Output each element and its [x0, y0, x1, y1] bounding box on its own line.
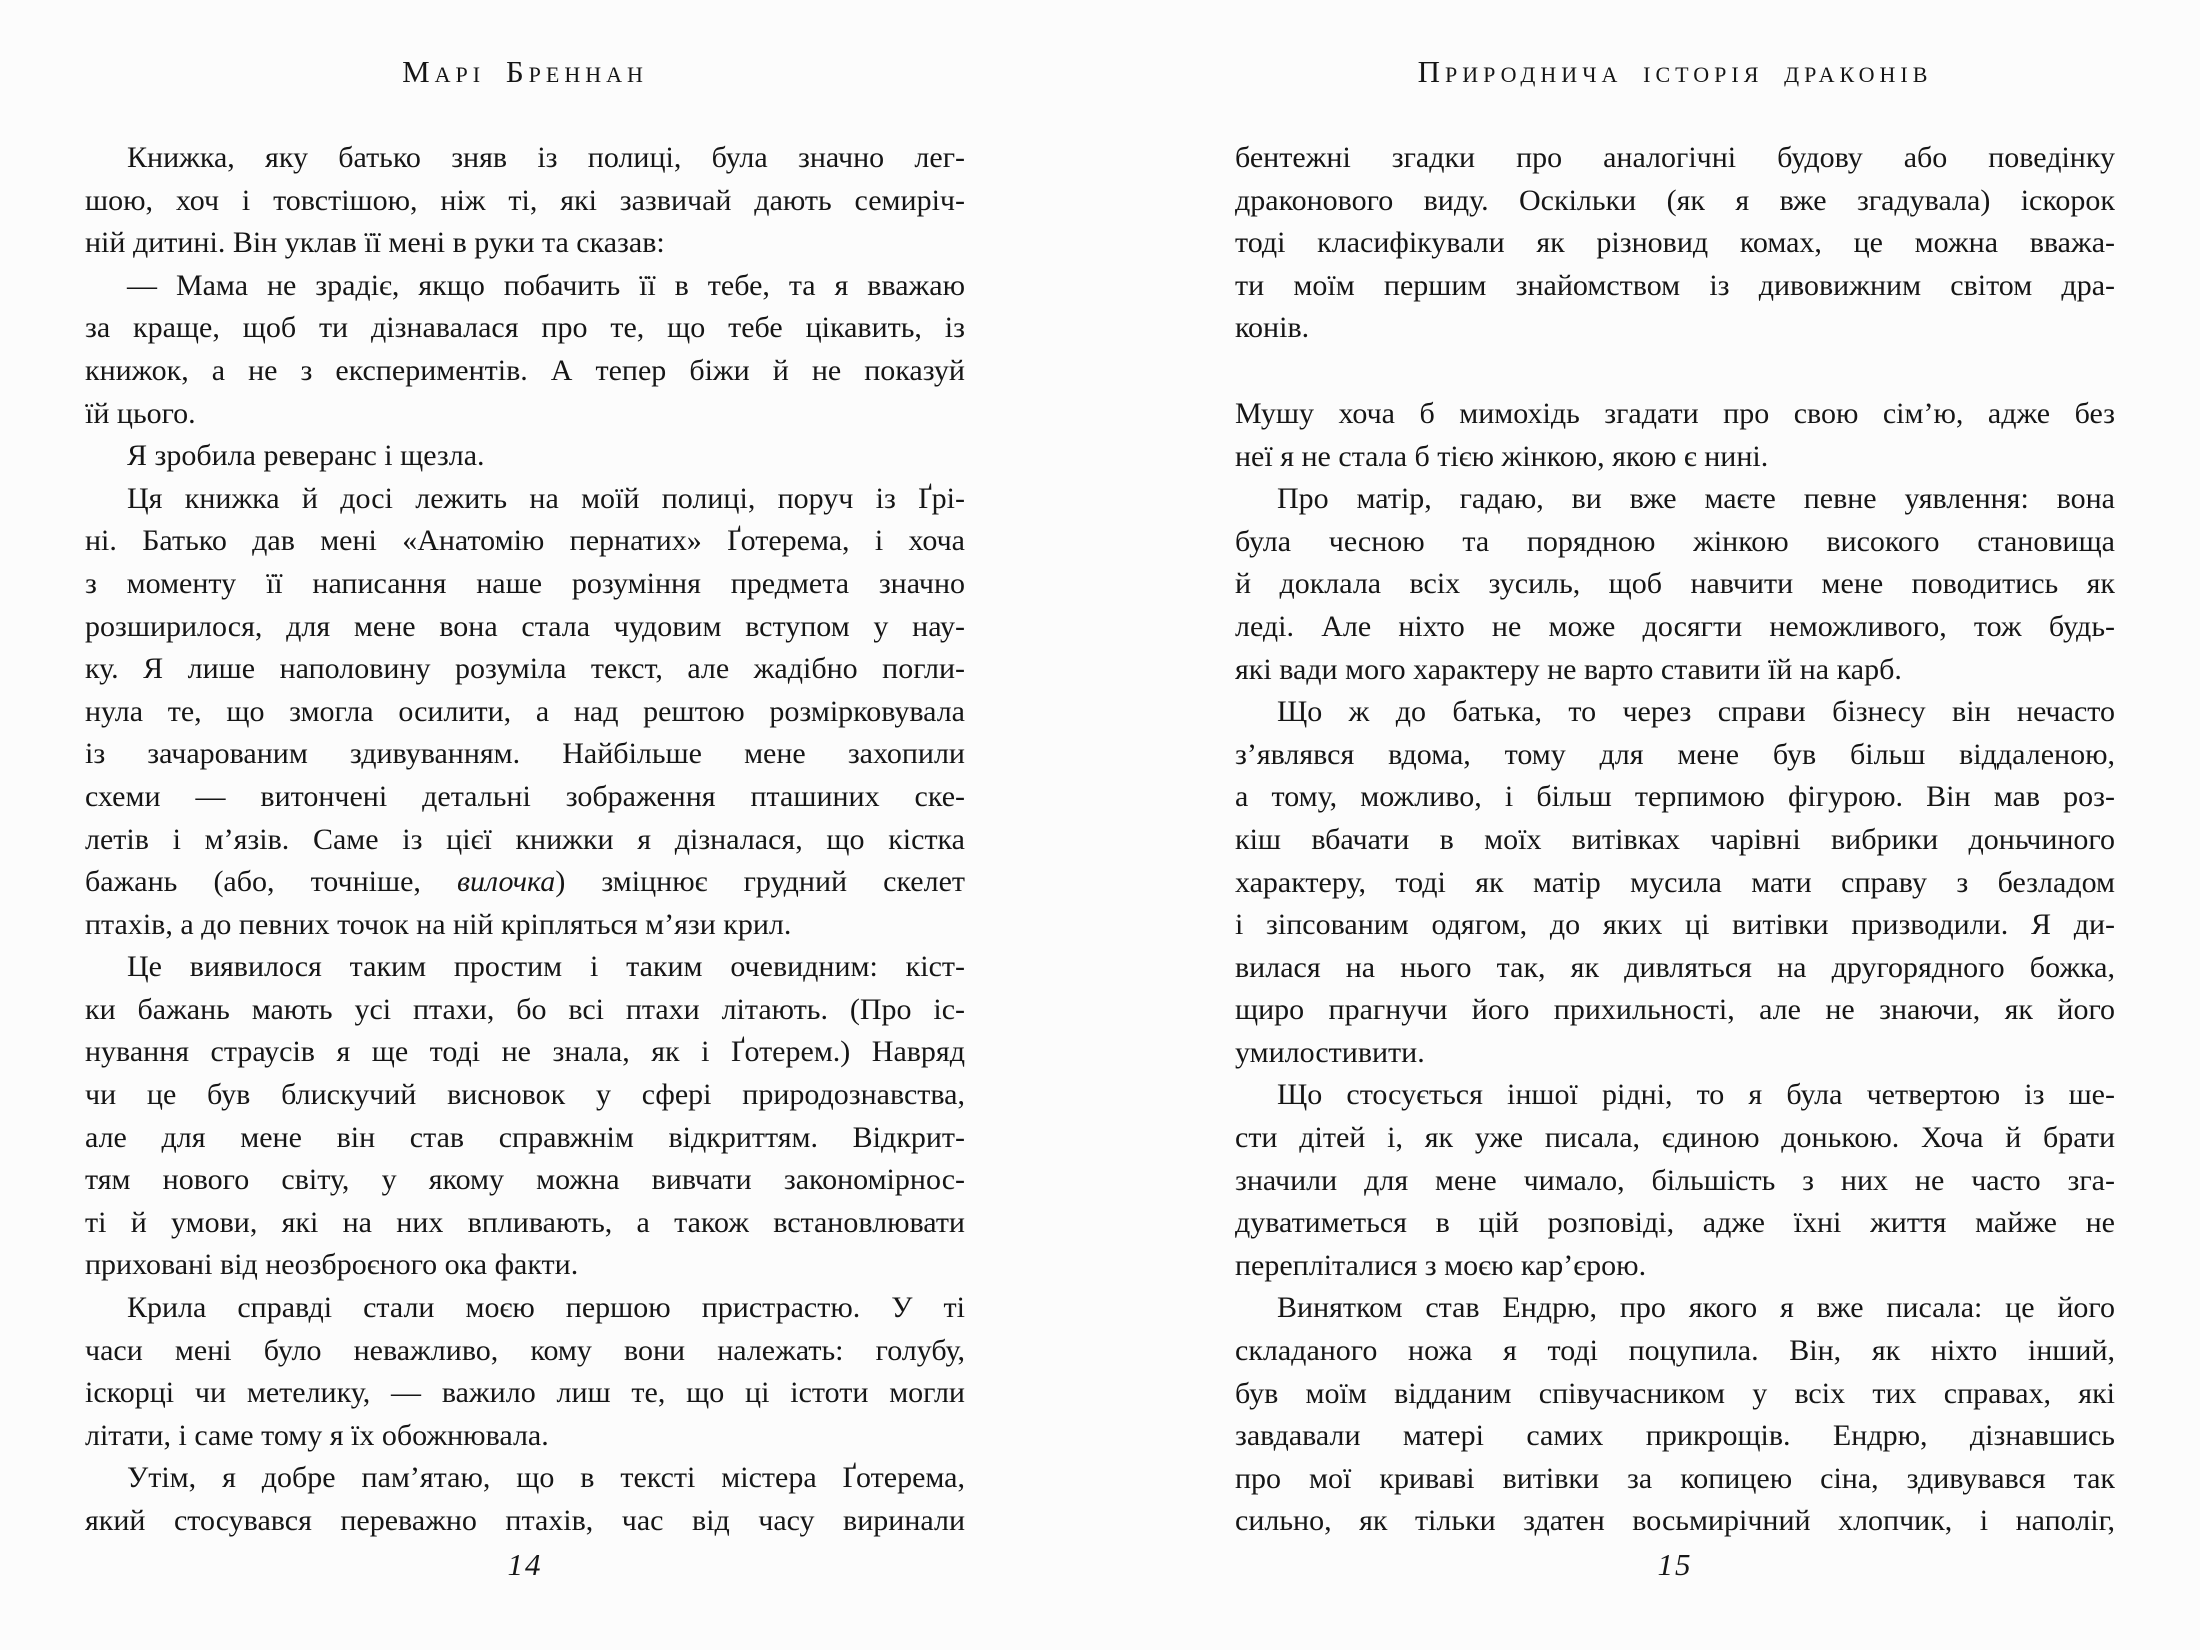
text-line: Ця книжка й досі лежить на моїй полиці, поруч із Ґрі- [127, 481, 965, 515]
paragraph [85, 137, 965, 265]
text-line: птахів, а до певних точок на ній кріпляться м’язи крил. [85, 907, 792, 941]
text-line: і зіпсованим одягом, до яких ці витівки призводили. Я ди- [1235, 908, 2115, 942]
text-line: — Мама не зрадіє, якщо побачить її в тебе, та я вважаю [127, 268, 965, 302]
paragraph [1235, 478, 2115, 691]
text-line: нула те, що змогла осилити, а над рештою розмірковувала [85, 694, 965, 728]
text-line: Про матір, гадаю, ви вже маєте певне уявлення: вона [1277, 482, 2115, 516]
text-line: за краще, щоб ти дізнавалася про те, що тебе цікавить, із [85, 311, 965, 345]
text-line: із зачарованим здивуванням. Найбільше мене захопили [85, 737, 965, 771]
text-line: а тому, можливо, і більш терпимою фігурою. Він мав роз- [1235, 780, 2115, 814]
italic-term: вилочка [457, 865, 556, 899]
text-line: драконового виду. Оскільки (як я вже згадувала) іскорок [1235, 183, 2115, 217]
text-line: Винятком став Ендрю, про якого я вже писала: це його [1277, 1291, 2115, 1325]
text-line: перепліталися з моєю кар’єрою. [1235, 1248, 1647, 1282]
text-line: завдавали матері самих прикрощів. Ендрю, дізнавшись [1235, 1419, 2115, 1453]
text-line: дуватиметься в цій розповіді, адже їхні життя майже не [1235, 1206, 2115, 1240]
text-line [85, 861, 965, 904]
text-line: нування страусів я ще тоді не знала, як і Ґотерем.) Навряд [85, 1035, 965, 1069]
text-line: які вади мого характеру не варто ставити їй на карб. [1235, 652, 1902, 686]
text-line: ній дитині. Він уклав її мені в руки та сказав: [85, 226, 665, 260]
running-header-title: Природнича історія драконів [1417, 54, 1933, 89]
text-line: тоді класифікували як різновид комах, це можна вважа- [1235, 226, 2115, 260]
page-text-left [85, 137, 965, 1543]
running-header-author: Марі Бреннан [402, 54, 648, 89]
text-segment: бажань (або, точніше, [85, 865, 458, 899]
text-line: був моїм відданим співучасником у всіх тих справах, які [1235, 1376, 2115, 1410]
paragraph [1235, 1074, 2115, 1287]
text-line: Що ж до батька, то через справи бізнесу він нечасто [1277, 695, 2115, 729]
text-line: ки бажань мають усі птахи, бо всі птахи літають. (Про іс- [85, 992, 965, 1026]
paragraph [85, 1457, 965, 1542]
paragraph [85, 946, 965, 1287]
text-line: про мої криваві витівки за копицею сіна, здивувався так [1235, 1461, 2115, 1495]
text-line: Мушу хоча б мимохідь згадати про свою сім’ю, адже без [1235, 396, 2115, 430]
text-line: Я зробила реверанс і щезла. [127, 439, 485, 473]
text-line: з’являвся вдома, тому для мене був більш віддаленою, [1235, 737, 2115, 771]
text-line: летів і м’язів. Саме із цієї книжки я дізналася, що кістка [85, 822, 965, 856]
text-line: ті й умови, які на них впливають, а також встановлювати [85, 1205, 965, 1239]
text-line: Це виявилося таким простим і таким очевидним: кіст- [127, 950, 965, 984]
text-line: ти моїм першим знайомством із дивовижним світом дра- [1235, 268, 2115, 302]
text-line: бентежні згадки про аналогічні будову або поведінку [1235, 141, 2115, 174]
text-line: неї я не стала б тією жінкою, якою є нині. [1235, 439, 1769, 473]
paragraph [1235, 137, 2115, 350]
paragraph [1235, 691, 2115, 1074]
text-line: який стосувався переважно птахів, час від часу виринали [85, 1504, 965, 1537]
text-line: вилася на нього так, як дивляться на другорядного божка, [1235, 950, 2115, 984]
text-line: Книжка, яку батько зняв із полиці, була значно лег- [127, 141, 965, 174]
text-line: Що стосується іншої рідні, то я була четвертою із ше- [1277, 1078, 2115, 1112]
text-line: кіш вбачати в моїх витівках чарівні вибрики доньчиного [1235, 822, 2115, 856]
text-line: тям нового світу, у якому можна вивчати закономірнос- [85, 1163, 965, 1197]
page-text-right [1235, 137, 2115, 1543]
page-number-left: 14 [507, 1547, 543, 1582]
text-line: умилостивити. [1235, 1035, 1425, 1069]
paragraph [85, 435, 965, 478]
text-line: леді. Але ніхто не може досягти неможливого, тож будь- [1235, 609, 2115, 643]
text-line: з моменту її написання наше розуміння предмета значно [85, 566, 965, 600]
text-line: часи мені було неважливо, кому вони належать: голубу, [85, 1333, 965, 1367]
page-number-right: 15 [1657, 1547, 1693, 1582]
text-line: сти дітей і, як уже писала, єдиною донькою. Хоча й брати [1235, 1121, 2115, 1155]
text-line: конів. [1235, 311, 1310, 345]
text-line: шою, хоч і товстішою, ніж ті, які зазвичай дають семиріч- [85, 183, 965, 217]
text-line: була чесною та порядною жінкою високого становища [1235, 524, 2115, 558]
text-line: чи це був блискучий висновок у сфері природознавства, [85, 1078, 965, 1112]
text-line: сильно, як тільки здатен восьмирічний хлопчик, і наполіг, [1235, 1504, 2115, 1538]
book-page-right [1235, 0, 2115, 1650]
text-line: ні. Батько дав мені «Анатомію пернатих» Ґотерема, і хоча [85, 524, 965, 558]
text-segment: ) зміцнює грудний скелет [555, 865, 965, 899]
text-line: ку. Я лише наполовину розуміла текст, але жадібно погли- [85, 652, 965, 686]
text-line: схеми — витончені детальні зображення пташиних ске- [85, 779, 965, 813]
text-line: Утім, я добре пам’ятаю, що в тексті містера Ґотерема, [127, 1461, 965, 1495]
paragraph [85, 478, 965, 947]
text-line: розширилося, для мене вона стала чудовим вступом у нау- [85, 609, 965, 643]
book-page-left [85, 0, 965, 1650]
text-line: й доклала всіх зусиль, щоб навчити мене поводитись як [1235, 567, 2115, 601]
paragraph [85, 1287, 965, 1457]
text-line: складаного ножа я тоді поцупила. Він, як ніхто інший, [1235, 1334, 2115, 1368]
text-line: літати, і саме тому я їх обожнювала. [85, 1418, 549, 1452]
paragraph [1235, 393, 2115, 478]
text-line: характеру, тоді як матір мусила мати справу з безладом [1235, 865, 2115, 899]
text-line: їй цього. [85, 396, 196, 430]
paragraph [85, 265, 965, 435]
text-line: книжок, а не з експериментів. А тепер біжи й не показуй [85, 353, 965, 387]
text-line: приховані від неозброєного ока факти. [85, 1248, 579, 1282]
text-line: значили для мене чимало, більшість з них не часто зга- [1235, 1163, 2115, 1197]
text-line: щиро прагнучи його прихильності, але не знаючи, як його [1235, 993, 2115, 1027]
text-line: іскорці чи метелику, — важило лиш те, що ці істоти могли [85, 1376, 965, 1410]
text-line: Крила справді стали моєю першою пристрастю. У ті [127, 1291, 965, 1325]
text-line: але для мене він став справжнім відкриттям. Відкрит- [85, 1120, 965, 1154]
paragraph [1235, 1287, 2115, 1543]
